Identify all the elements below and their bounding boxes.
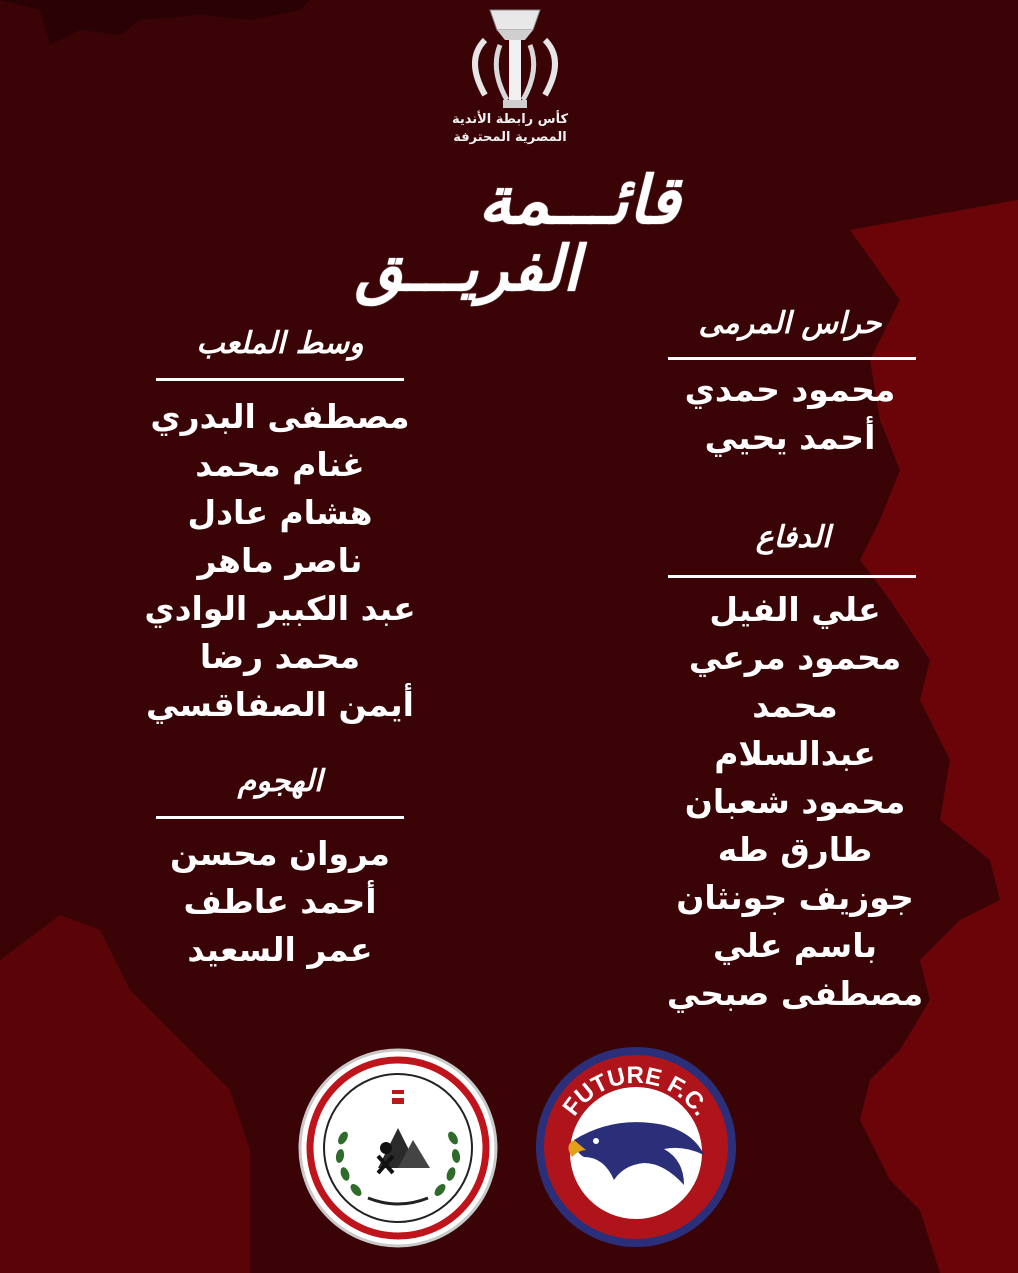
goalkeepers-heading: حراس المرمى: [698, 306, 882, 341]
future-fc-logo: [534, 1045, 738, 1249]
defense-divider: [668, 575, 916, 578]
player-name: عبدالسلام: [714, 734, 876, 773]
midfield-divider: [156, 378, 404, 381]
player-name: جوزيف جونثان: [676, 878, 914, 917]
player-name: عبد الكبير الوادي: [144, 589, 416, 628]
page-title-line1: قائـــمة: [478, 162, 680, 239]
player-name: علي الفيل: [709, 590, 881, 629]
player-name: محمد رضا: [199, 637, 361, 676]
player-name: طارق طه: [717, 830, 873, 869]
player-name: أحمد يحيي: [704, 418, 876, 457]
future-fc-logo-text: FUTURE F.C.: [557, 1061, 715, 1121]
attack-divider: [156, 816, 404, 819]
defense-heading: الدفاع: [755, 520, 831, 555]
goalkeepers-divider: [668, 357, 916, 360]
player-name: عمر السعيد: [187, 930, 373, 969]
page-title-line2: الفريـــق: [354, 232, 580, 305]
attack-heading: الهجوم: [237, 764, 323, 799]
player-name: أحمد عاطف: [183, 882, 377, 921]
player-name: محمد: [752, 686, 838, 725]
competition-line2: المصرية المحترفة: [453, 130, 567, 145]
el-geish-club-logo: [298, 1048, 498, 1248]
defense-list: [640, 586, 950, 1018]
player-name: محمود حمدي: [684, 370, 896, 409]
midfield-list: [120, 393, 440, 729]
player-name: محمود شعبان: [684, 782, 906, 821]
player-name: باسم علي: [712, 926, 877, 965]
midfield-heading: وسط الملعب: [196, 326, 364, 361]
player-name: هشام عادل: [187, 493, 373, 532]
player-name: غنام محمد: [195, 445, 365, 484]
player-name: مصطفى صبحي: [666, 974, 924, 1013]
goalkeepers-list: [650, 366, 930, 462]
player-name: مروان محسن: [170, 834, 390, 873]
player-name: أيمن الصفاقسي: [146, 685, 414, 724]
trophy-icon: [445, 0, 585, 150]
player-name: محمود مرعي: [688, 638, 902, 677]
player-name: مصطفى البدري: [150, 397, 410, 436]
competition-line1: كأس رابطة الأندية: [451, 112, 569, 127]
player-name: ناصر ماهر: [197, 541, 363, 580]
attack-list: [130, 830, 430, 974]
